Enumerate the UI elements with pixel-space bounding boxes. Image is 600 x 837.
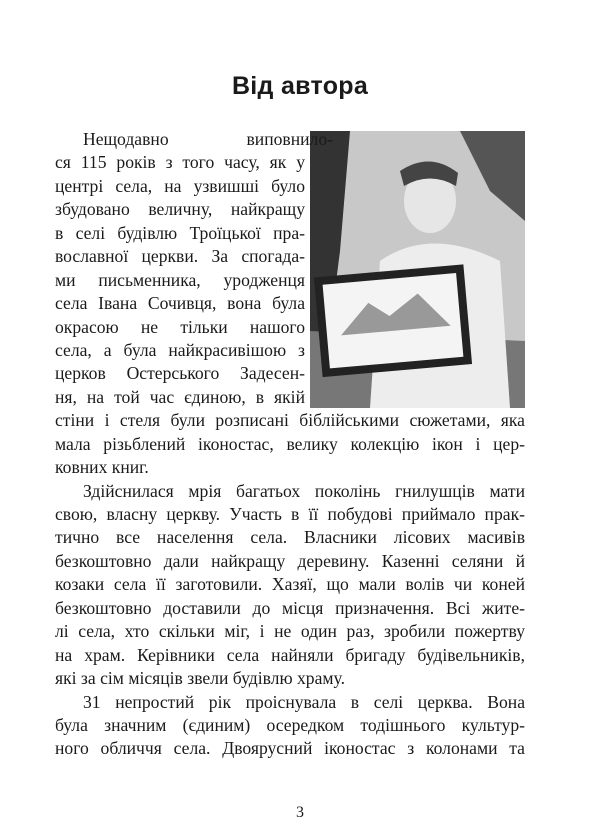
text-line: села Івана Сочивця, вона була <box>55 293 305 314</box>
text-line: козаки села її заготовили. Хазяї, що мали волів чи коней <box>55 574 525 595</box>
text-line: безкоштовно дали найкращу деревину. Казенні селяни й <box>55 550 525 571</box>
text-line: церков Остерського Задесен- <box>55 363 305 384</box>
text-line: Здійснилася мрія багатьох поколінь гнилушців мати <box>83 480 525 501</box>
text-line: ковних книг. <box>55 457 149 478</box>
body-text <box>55 128 525 761</box>
text-line: ся 115 років з того часу, як у <box>55 152 305 173</box>
text-line: лі села, хто скільки міг, і не один раз, зробили пожертву <box>55 621 525 642</box>
text-line: які за сім місяців звели будівлю храму. <box>55 668 345 689</box>
text-line: тично все населення села. Власники лісових масивів <box>55 527 525 548</box>
text-line: Нещодавно виповнило- <box>83 129 333 149</box>
text-line: ного обличчя села. Двоярусний іконостас з колонами та <box>55 738 525 759</box>
text-line: 31 непростий рік проіснувала в селі церква. Вона <box>83 691 525 712</box>
text-line: вославної церкви. За спогада- <box>55 246 305 267</box>
page-title: Від автора <box>231 72 369 100</box>
text-line: була значним (єдиним) осередком тодішнього культур- <box>55 714 525 735</box>
page-number: 3 <box>296 804 304 821</box>
text-line: села, а була найкрасивішою з <box>55 339 305 360</box>
text-line: центрі села, на узвишші було <box>55 175 305 196</box>
text-line: безкоштовно доставили до місця призначення. Всі жите- <box>55 597 525 618</box>
text-line: на храм. Керівники села найняли бригаду будівельників, <box>55 644 525 665</box>
text-line: мала різьблений іконостас, велику колекцію ікон і цер- <box>55 433 525 454</box>
text-line: збудовано величну, найкращу <box>55 199 305 220</box>
text-line: в селі будівлю Троїцької пра- <box>55 222 305 243</box>
text-line: ми письменника, уродженця <box>55 269 305 290</box>
text-line: окрасою не тільки нашого <box>55 316 305 337</box>
text-line: стіни і стеля були розписані біблійськими сюжетами, яка <box>55 410 525 431</box>
text-line: свою, власну церкву. Участь в її побудові приймало прак- <box>55 504 525 524</box>
text-line: ня, на той час єдиною, в якій <box>55 386 305 407</box>
